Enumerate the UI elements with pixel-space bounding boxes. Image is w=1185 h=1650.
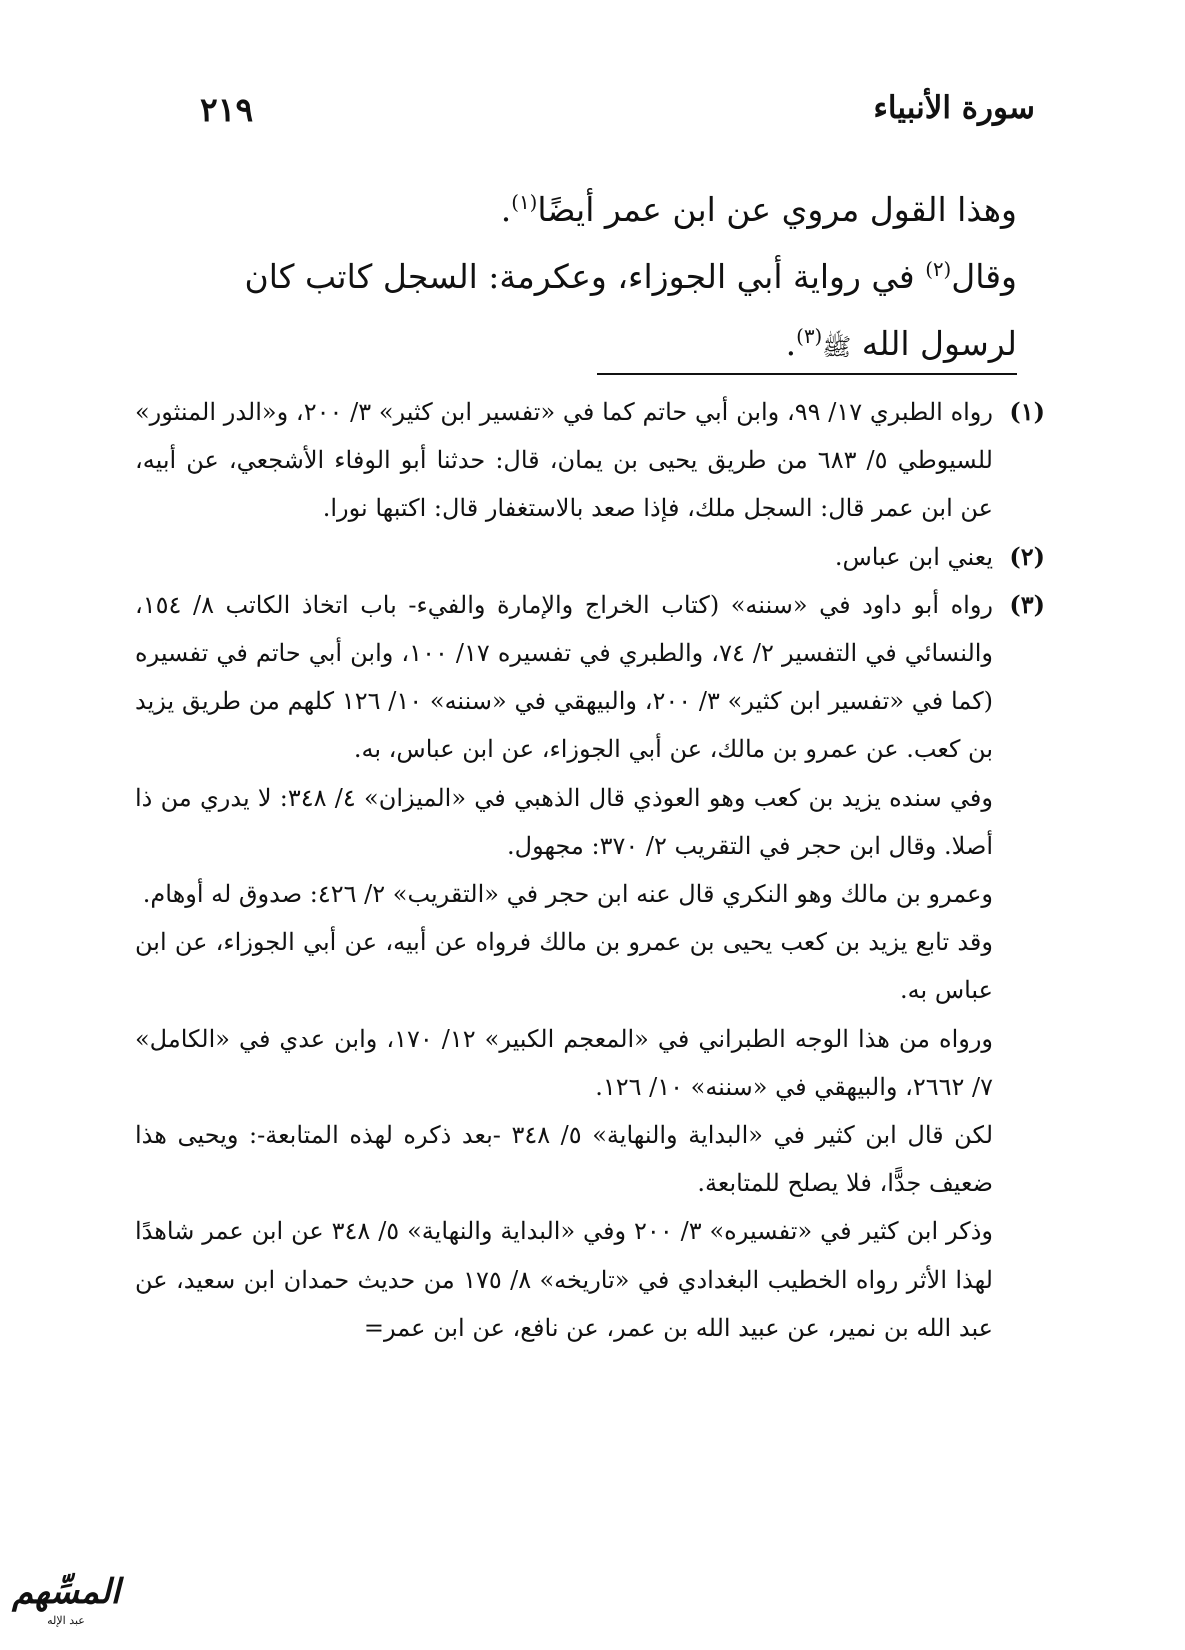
logo-subtext: عبد الإله [47,1614,85,1627]
main-paragraph-1-text: وهذا القول مروي عن ابن عمر أيضًا [537,190,1017,229]
main-paragraph-2-start: وقال [951,257,1017,296]
footnote-paragraph: رواه أبو داود في «سننه» (كتاب الخراج والإمارة والفيء- باب اتخاذ الكاتب ٨/ ١٥٤، والنسائي في التفسير ٢/ ٧٤، والطبري في تفسيره ١٧/ ١٠٠، وابن أبي حاتم في تفسيره (كما في «تفسير ابن كثير» ٣/ ٢٠٠، والبيهقي في «سننه» ١٠/ ١٢٦ كلهم من طريق يزيد بن كعب. عن عمرو بن مالك، عن أبي الجوزاء، عن ابن عباس، به. [135,590,994,764]
main-paragraph-2-body: في رواية أبي الجوزاء، وعكرمة: السجل كاتب كان لرسول الله [244,257,1017,363]
footnote-paragraph: رواه الطبري ١٧/ ٩٩، وابن أبي حاتم كما في «تفسير ابن كثير» ٣/ ٢٠٠، و«الدر المنثور» للسيوطي ٥/ ٦٨٣ من طريق يحيى بن يمان، قال: حدثنا أبو الوفاء الأشجعي، عن أبيه، عن ابن عمر قال: السجل ملك، فإذا صعد بالاستغفار قال: اكتبها نورا. [135,398,993,523]
main-text [140,176,1017,381]
main-paragraph-1-end: . [500,190,512,229]
footnote-paragraph: وقد تابع يزيد بن كعب يحيى بن عمرو بن مالك فرواه عن أبيه، عن أبي الجوزاء، عن ابن عباس به. [135,928,993,1005]
footnote-number: (١) [1009,397,1045,426]
footnote-ref-2: (٢) [925,258,952,281]
footnote-number: (٢) [1009,541,1045,571]
footnote-number: (٣) [1009,589,1045,619]
footnotes [135,388,1045,1352]
footnote-paragraph: لكن قال ابن كثير في «البداية والنهاية» ٥/ ٣٤٨ -بعد ذكره لهذه المتابعة-: ويحيى هذا ضعيف جدًّا، فلا يصلح للمتابعة. [135,1121,994,1198]
main-paragraph-2 [140,243,1017,381]
footnote-3 [135,581,1045,1352]
surah-title: سورة الأنبياء [873,90,1035,126]
main-paragraph-1 [140,176,1017,243]
footnote-ref-1: (١) [511,191,538,214]
footnote-paragraph: ورواه من هذا الوجه الطبراني في «المعجم الكبير» ١٢/ ١٧٠، وابن عدي في «الكامل» ٧/ ٢٦٦٢، والبيهقي في «سننه» ١٠/ ١٢٦. [135,1024,994,1101]
footnote-separator [597,373,1017,375]
publisher-logo [6,1572,126,1632]
logo-calligraphy: المسِّهم [11,1572,121,1612]
page-header [150,90,1035,138]
footnote-paragraph: وفي سنده يزيد بن كعب وهو العوذي قال الذهبي في «الميزان» ٤/ ٣٤٨: لا يدري من ذا أصلا. وقال ابن حجر في التقريب ٢/ ٣٧٠: مجهول. [135,783,993,860]
footnote-2 [135,533,1045,581]
salawat-glyph: ﷺ [822,333,852,361]
page-number: ٢١٩ [200,90,254,129]
main-paragraph-2-end: . [785,324,797,363]
footnote-paragraph: يعني ابن عباس. [834,542,993,571]
footnote-1 [135,388,1045,533]
footnote-paragraph: وعمرو بن مالك وهو النكري قال عنه ابن حجر في «التقريب» ٢/ ٤٢٦: صدوق له أوهام. [142,880,993,909]
footnote-ref-3: (٣) [796,325,823,348]
footnote-paragraph: وذكر ابن كثير في «تفسيره» ٣/ ٢٠٠ وفي «البداية والنهاية» ٥/ ٣٤٨ عن ابن عمر شاهدًا لهذا الأثر رواه الخطيب البغدادي في «تاريخه» ٨/ ١٧٥ من حديث حمدان ابن سعيد، عن عبد الله بن نمير، عن عبيد الله بن عمر، عن نافع، عن ابن عمر= [135,1217,993,1342]
